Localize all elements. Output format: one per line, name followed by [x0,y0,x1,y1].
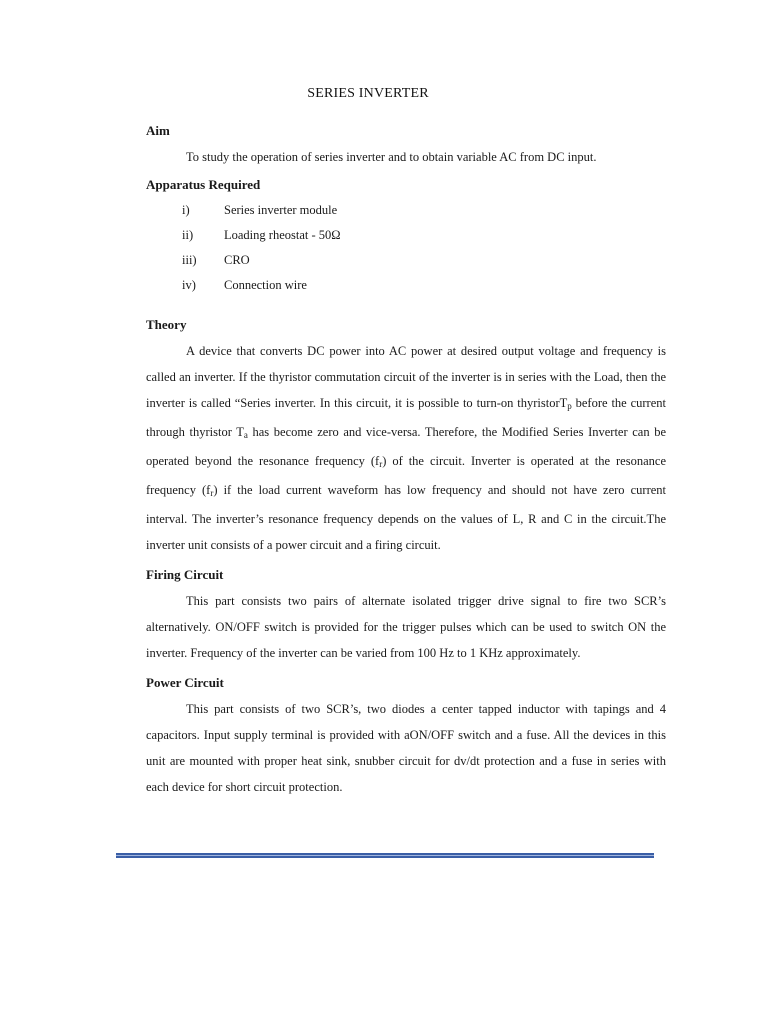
list-item [146,198,666,223]
footer-divider [116,853,654,858]
list-item [146,273,666,298]
theory-heading: Theory [146,317,187,332]
list-item [146,248,666,273]
power-circuit-heading: Power Circuit [146,675,224,690]
aim-text: To study the operation of series inverter and to obtain variable AC from DC input. [186,150,597,164]
list-item [146,223,666,248]
firing-circuit-paragraph: This part consists two pairs of alternate isolated trigger drive signal to fire two SCR’s alternatively. ON/OFF switch is provided for the trigger pulses which can be used to switch ON the inverter. Frequency of the inverter can be varied from 100 Hz to 1 KHz approximately. [146,594,666,660]
page-title: SERIES INVERTER [307,86,429,101]
list-item-text: Loading rheostat - 50Ω [224,228,341,242]
list-item-number: iii) [182,253,197,267]
list-item-text: CRO [224,253,250,267]
apparatus-list [146,198,666,298]
list-item-number: iv) [182,278,196,292]
document-body [146,118,666,800]
firing-circuit-heading: Firing Circuit [146,567,224,582]
list-item-text: Connection wire [224,278,307,292]
apparatus-heading: Apparatus Required [146,177,261,192]
list-item-text: Series inverter module [224,203,338,217]
power-circuit-paragraph: This part consists of two SCR’s, two diodes a center tapped inductor with tapings and 4 capacitors. Input supply terminal is provided with aON/OFF switch and a fuse. All the devices in this unit are mounted with proper heat sink, snubber circuit for dv/dt protection and a fuse in series with each device for short circuit protection. [146,702,666,794]
theory-paragraph: A device that converts DC power into AC power at desired output voltage and frequency is called an inverter. If the thyristor commutation circuit of the inverter is in series with the Load, then the inverter is called “Series inverter. In this circuit, it is possible to turn-on thyristorT$_p$ before the current through thyristor $T_a$ has become zero and vice-versa. Therefore, the Modified Series Inverter can be operated beyond the resonance frequency $(f_r)$ of the circuit. Inverter is operated at the resonance frequency $(f_r)$ if the load current waveform has low frequency and should not have zero current interval. The inverter’s resonance frequency depends on the values of L, R and C in the circuit.The inverter unit consists of a power circuit and a firing circuit. [146,344,667,552]
aim-heading: Aim [146,123,170,138]
list-item-number: ii) [182,228,194,242]
list-item-number: i) [182,203,190,217]
